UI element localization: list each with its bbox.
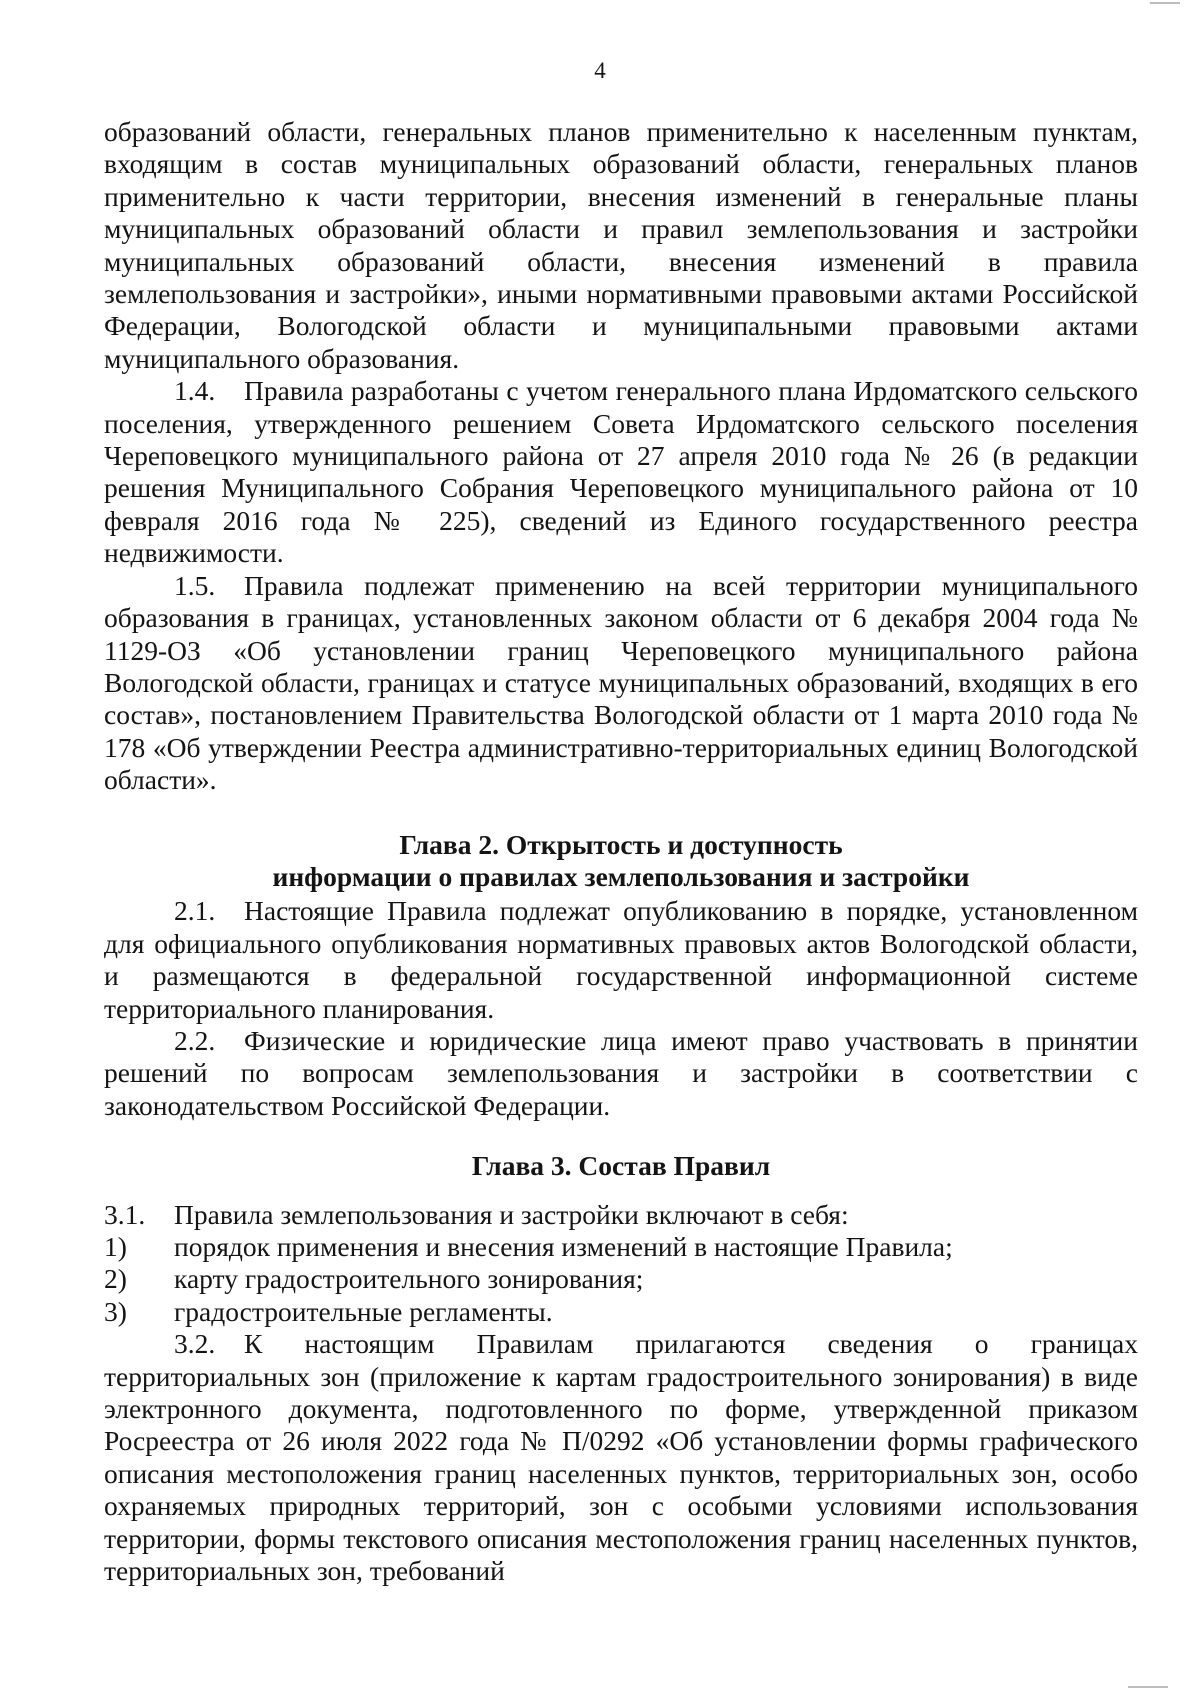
paragraph-continuation: образований области, генеральных планов применительно к населенным пунктам, входящим в состав муниципальных образований области, генеральных планов применительно к части территории, внесения изменений в генеральные планы муниципальных образований области и правил землепользования и застройки муниципальных образований области, внесения изменений в правила землепользования и застройки», иными нормативными правовыми актами Российской Федерации, Вологодской области и муниципальными правовыми актами муниципального образования. xyxy=(104,116,1138,374)
list-item-text: градостроительные регламенты. xyxy=(174,1295,553,1327)
paragraph-number: 3.1. xyxy=(104,1198,146,1230)
paragraph-text: Настоящие Правила подлежат опубликованию в порядке, установленном для официального опубликования нормативных правовых актов Вологодской области, и размещаются в федеральной государственной информационной системе территориального планирования. xyxy=(104,895,1138,1024)
paragraph-text: Правила разработаны с учетом генерального плана Ирдоматского сельского поселения, утвержденного решением Совета Ирдоматского сельского поселения Череповецкого муниципального района от 27 апреля 2010 года № 26 (в редакции решения Муниципального Собрания Череповецкого муниципального района от 10 февраля 2016 года № 225), сведений из Единого государственного реестра недвижимости. xyxy=(104,375,1138,569)
list-item-text: порядок применения и внесения изменений в настоящие Правила; xyxy=(174,1231,953,1262)
scan-artifact xyxy=(1128,1686,1168,1688)
paragraph-text: К настоящим Правилам прилагаются сведения о границах территориальных зон (приложение к картам градостроительного зонирования) в виде электронного документа, подготовленного по форме, утвержденной приказом Росреестра от 26 июля 2022 года № П/0292 «Об установлении формы графического описания местоположения границ населенных пунктов, территориальных зон, особо охраняемых природных территорий, зон с особыми условиями использования территории, формы текстового описания местоположения границ населенных пунктов, территориальных зон, требований xyxy=(104,1328,1138,1587)
paragraph-number: 1.5. xyxy=(174,569,216,601)
paragraph-2-1 xyxy=(104,895,1138,1025)
page-content xyxy=(104,116,1138,1587)
chapter-2-title-line-1: Глава 2. Открытость и доступность xyxy=(399,828,843,860)
paragraph-2-2 xyxy=(104,1025,1138,1122)
paragraph-1-5 xyxy=(104,570,1138,797)
list-item-number: 3) xyxy=(104,1295,127,1327)
list-item xyxy=(104,1231,1138,1263)
paragraph-1-4 xyxy=(104,375,1138,569)
paragraph-number: 2.1. xyxy=(174,895,216,927)
page-number: 4 xyxy=(594,58,606,83)
list-item-number: 1) xyxy=(104,1231,127,1262)
chapter-3-heading: Глава 3. Состав Правил xyxy=(471,1150,771,1182)
paragraph-number: 1.4. xyxy=(174,375,216,407)
list-item xyxy=(104,1263,1138,1295)
list-item xyxy=(104,1296,1138,1328)
paragraph-number: 2.2. xyxy=(174,1024,216,1056)
paragraph-3-2 xyxy=(104,1328,1138,1587)
paragraph-text: Правила землепользования и застройки включают в себя: xyxy=(174,1198,849,1230)
list-item-text: карту градостроительного зонирования; xyxy=(174,1263,644,1295)
scan-artifact xyxy=(1150,2,1180,4)
chapter-2-heading xyxy=(104,829,1138,894)
list-item-number: 2) xyxy=(104,1263,127,1295)
paragraph-number: 3.2. xyxy=(174,1328,216,1360)
paragraph-text: Физические и юридические лица имеют право участвовать в принятии решений по вопросам землепользования и застройки в соответствии с законодательством Российской Федерации. xyxy=(104,1024,1138,1121)
chapter-2-title-line-2: информации о правилах землепользования и застройки xyxy=(272,860,970,892)
paragraph-3-1 xyxy=(104,1199,1138,1231)
paragraph-text: Правила подлежат применению на всей территории муниципального образования в границах, установленных законом области от 6 декабря 2004 года № 1129-ОЗ «Об установлении границ Череповецкого муниципального района Вологодской области, границах и статусе муниципальных образований, входящих в его состав», постановлением Правительства Вологодской области от 1 марта 2010 года № 178 «Об утверждении Реестра административно-территориальных единиц Вологодской области». xyxy=(104,569,1138,796)
